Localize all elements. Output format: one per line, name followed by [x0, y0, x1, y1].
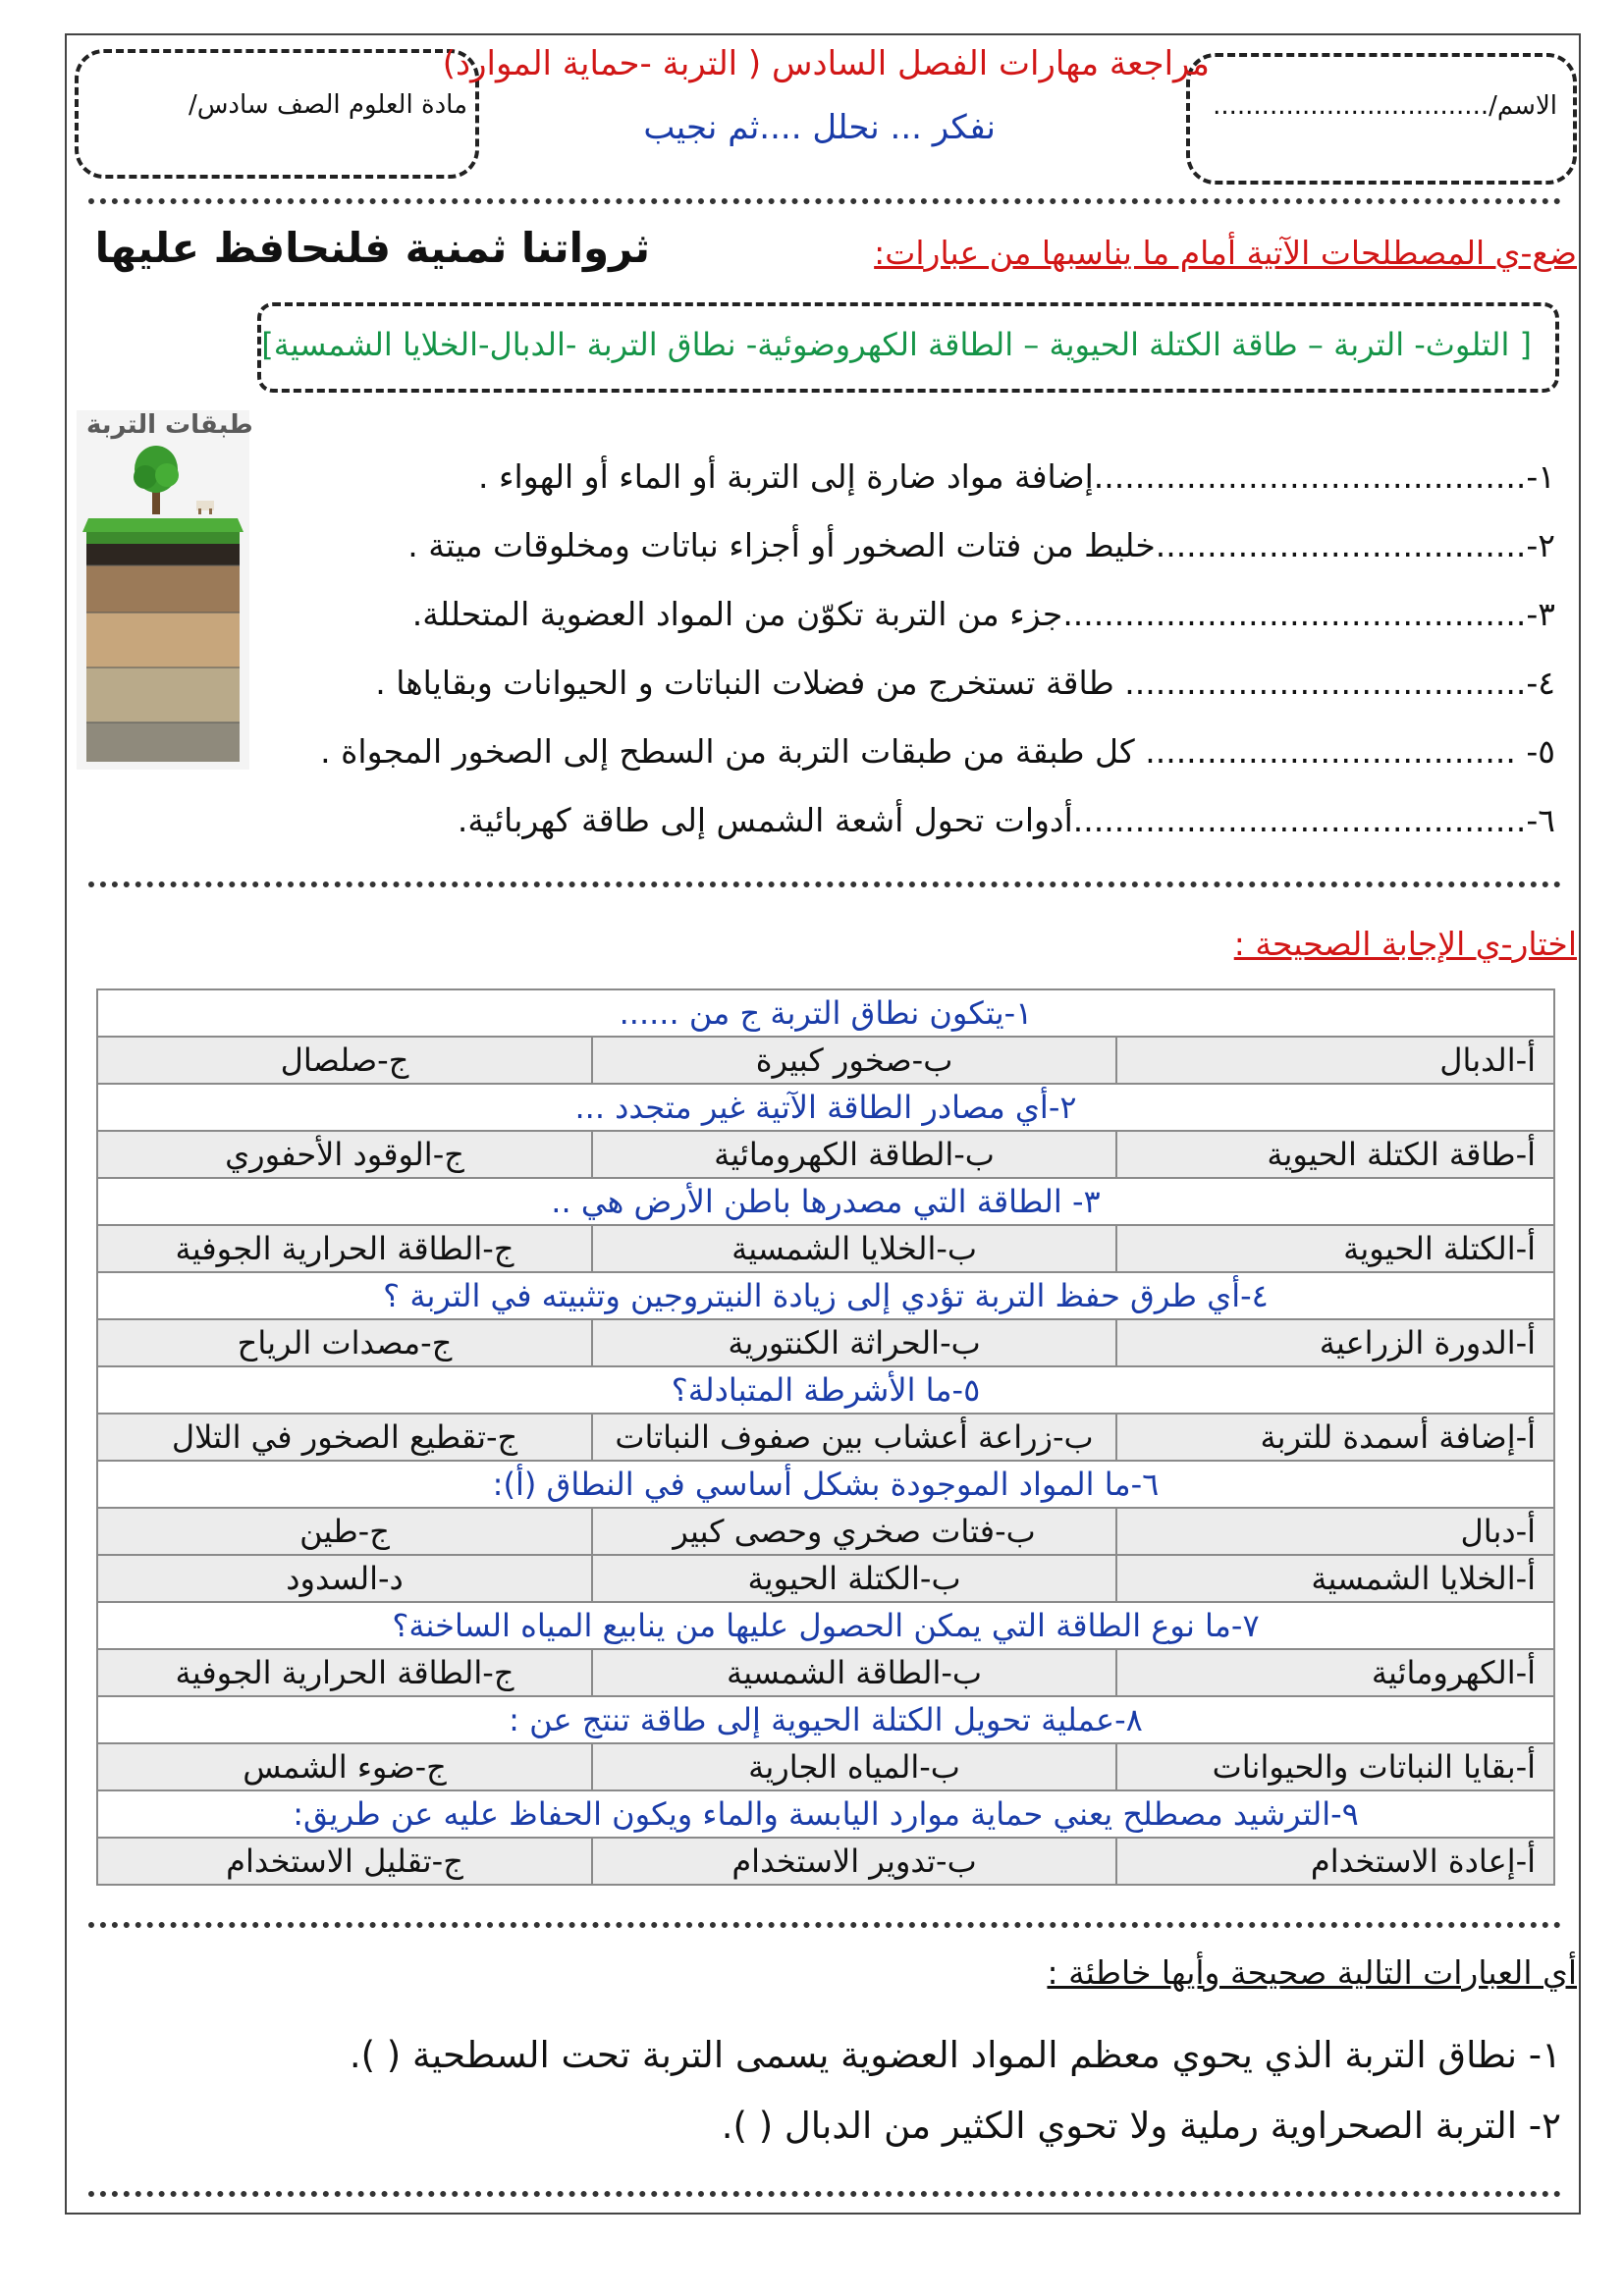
- option-b[interactable]: ب-الحراثة الكنتورية: [592, 1319, 1116, 1366]
- soil-layers-image: [77, 410, 253, 770]
- option-a[interactable]: أ-الدورة الزراعية: [1116, 1319, 1554, 1366]
- term-item-1[interactable]: ١-..........................................إضافة مواد ضارة إلى التربة أو الماء أو الهواء .: [478, 457, 1555, 496]
- option-c[interactable]: ج-صلصال: [97, 1037, 592, 1084]
- option-a[interactable]: أ-دبال: [1116, 1508, 1554, 1555]
- question-row: [97, 1790, 1554, 1838]
- option-a[interactable]: أ-بقايا النباتات والحيوانات: [1116, 1743, 1554, 1790]
- name-label[interactable]: الاسم/..................................: [1213, 91, 1557, 121]
- options-row: [97, 1743, 1554, 1790]
- option-a[interactable]: أ-الدبال: [1116, 1037, 1554, 1084]
- term-item-3[interactable]: ٣-.............................................جزء من التربة تكوّن من المواد العضوية المتحللة.: [411, 595, 1555, 633]
- option-c[interactable]: ج-الوقود الأحفوري: [97, 1131, 592, 1178]
- image-caption: طبقات التربة: [86, 410, 253, 440]
- question-text: ٧-ما نوع الطاقة التي يمكن الحصول عليها من ينابيع المياه الساخنة؟: [97, 1602, 1554, 1649]
- divider: [88, 198, 1561, 204]
- divider: [88, 881, 1561, 887]
- option-b[interactable]: ب-تدوير الاستخدام: [592, 1838, 1116, 1885]
- options-row: [97, 1838, 1554, 1885]
- question-row: [97, 1178, 1554, 1225]
- option-a[interactable]: أ-طاقة الكتلة الحيوية: [1116, 1131, 1554, 1178]
- question-row: [97, 989, 1554, 1037]
- question-row: [97, 1366, 1554, 1414]
- option-c[interactable]: ج-طين: [97, 1508, 592, 1555]
- word-bank: [ التلوث- التربة – طاقة الكتلة الحيوية – الطاقة الكهروضوئية- نطاق التربة -الدبال-الخلايا الشمسية]: [261, 326, 1532, 363]
- section2-instruction: اختار-ي الإجابة الصحيحة :: [1233, 925, 1577, 963]
- option-a[interactable]: أ-إعادة الاستخدام: [1116, 1838, 1554, 1885]
- option-b[interactable]: ب-المياه الجارية: [592, 1743, 1116, 1790]
- question-row: [97, 1272, 1554, 1319]
- divider: [88, 1922, 1561, 1928]
- question-row: [97, 1084, 1554, 1131]
- option-b[interactable]: ب-الخلايا الشمسية: [592, 1225, 1116, 1272]
- slogan: ثرواتنا ثمنية فلنحافظ عليها: [94, 224, 650, 272]
- divider: [88, 2191, 1561, 2197]
- question-text: ٨-عملية تحويل الكتلة الحيوية إلى طاقة تنتج عن :: [97, 1696, 1554, 1743]
- options-row: [97, 1414, 1554, 1461]
- option-a[interactable]: أ-الكهرومائية: [1116, 1649, 1554, 1696]
- question-text: ٦-ما المواد الموجودة بشكل أساسي في النطاق (أ):: [97, 1461, 1554, 1508]
- options-row: [97, 1508, 1554, 1555]
- section1-instruction: ضع-ي المصطلحات الآتية أمام ما يناسبها من عبارات:: [874, 234, 1577, 272]
- term-item-2[interactable]: ٢-....................................خليط من فتات الصخور أو أجزاء نباتات ومخلوقات ميتة .: [407, 526, 1555, 564]
- option-a[interactable]: أ-الكتلة الحيوية: [1116, 1225, 1554, 1272]
- question-row: [97, 1461, 1554, 1508]
- options-row: [97, 1649, 1554, 1696]
- option-b[interactable]: ب-صخور كبيرة: [592, 1037, 1116, 1084]
- term-item-6[interactable]: ٦-............................................أدوات تحول أشعة الشمس إلى طاقة كهربائية.: [457, 801, 1555, 839]
- option-c[interactable]: ج-الطاقة الحرارية الجوفية: [97, 1225, 592, 1272]
- page-title: مراجعة مهارات الفصل السادس ( التربة -حماية الموارد): [442, 44, 1210, 83]
- option-c[interactable]: ج-ضوء الشمس: [97, 1743, 592, 1790]
- question-text: ٤-أي طرق حفظ التربة تؤدي إلى زيادة النيتروجين وتثبيته في التربة ؟: [97, 1272, 1554, 1319]
- option-b[interactable]: ب-زراعة أعشاب بين صفوف النباتات: [592, 1414, 1116, 1461]
- term-item-4[interactable]: ٤-....................................... طاقة تستخرج من فضلات النباتات و الحيوانات وبقاياها .: [375, 664, 1555, 702]
- option-c[interactable]: ج-الطاقة الحرارية الجوفية: [97, 1649, 592, 1696]
- question-row: [97, 1602, 1554, 1649]
- option-b[interactable]: ب-الطاقة الشمسية: [592, 1649, 1116, 1696]
- option-b[interactable]: ب-فتات صخري وحصى كبير: [592, 1508, 1116, 1555]
- mcq-table: [96, 988, 1555, 1886]
- options-row: [97, 1037, 1554, 1084]
- question-text: ١-يتكون نطاق التربة ج من ......: [97, 989, 1554, 1037]
- option-a[interactable]: أ-إضافة أسمدة للتربة: [1116, 1414, 1554, 1461]
- question-text: ٩-الترشيد مصطلح يعني حماية موارد اليابسة والماء ويكون الحفاظ عليه عن طريق:: [97, 1790, 1554, 1838]
- true-false-item-2[interactable]: ٢- التربة الصحراوية رملية ولا تحوي الكثير من الدبال ( ).: [721, 2105, 1561, 2147]
- option-c[interactable]: ج-تقطيع الصخور في التلال: [97, 1414, 592, 1461]
- options-row: [97, 1131, 1554, 1178]
- question-text: ٢-أي مصادر الطاقة الآتية غير متجدد ...: [97, 1084, 1554, 1131]
- option-b[interactable]: ب-الكتلة الحيوية: [592, 1555, 1116, 1602]
- option-d[interactable]: د-السدود: [97, 1555, 592, 1602]
- true-false-item-1[interactable]: ١- نطاق التربة الذي يحوي معظم المواد العضوية يسمى التربة تحت السطحية ( ).: [349, 2034, 1561, 2076]
- section3-instruction: أي العبارات التالية صحيحة وأيها خاطئة :: [1047, 1953, 1577, 1992]
- term-item-5[interactable]: ٥- .................................... كل طبقة من طبقات التربة من السطح إلى الصخور المجواة .: [320, 732, 1555, 771]
- question-text: ٣- الطاقة التي مصدرها باطن الأرض هي ..: [97, 1178, 1554, 1225]
- option-b[interactable]: ب-الطاقة الكهرومائية: [592, 1131, 1116, 1178]
- question-row: [97, 1696, 1554, 1743]
- question-text: ٥-ما الأشرطة المتبادلة؟: [97, 1366, 1554, 1414]
- options-row: [97, 1555, 1554, 1602]
- option-c[interactable]: ج-مصدات الرياح: [97, 1319, 592, 1366]
- options-row: [97, 1319, 1554, 1366]
- options-row: [97, 1225, 1554, 1272]
- soil-layers-illustration: [77, 410, 249, 770]
- subject-label: مادة العلوم الصف سادس/: [188, 90, 467, 120]
- option-a[interactable]: أ-الخلايا الشمسية: [1116, 1555, 1554, 1602]
- motto: نفكر ... نحلل ....ثم نجيب: [643, 108, 996, 147]
- option-c[interactable]: ج-تقليل الاستخدام: [97, 1838, 592, 1885]
